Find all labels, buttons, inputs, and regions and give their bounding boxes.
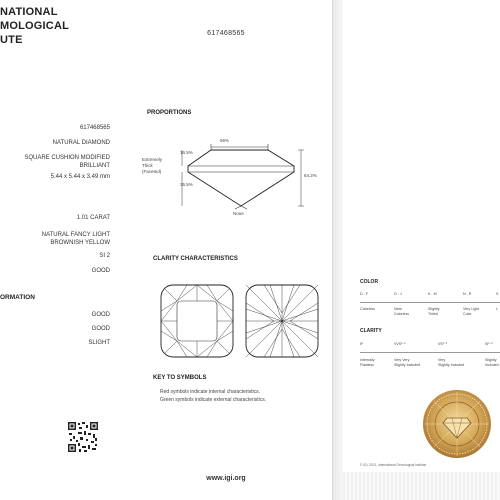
fold-shadow <box>333 0 343 500</box>
copyright-notice: © IGI, 2021, International Gemological Institute <box>360 463 427 467</box>
girdle-label-line-2: Thick <box>142 163 153 168</box>
clarity-desc-if-line-2: Flawless <box>360 363 374 367</box>
color-grade-s: S <box>496 292 499 296</box>
polish-value: GOOD <box>91 312 110 318</box>
cut-grade-value: GOOD <box>91 268 110 274</box>
additional-info-heading: ORMATION <box>0 294 35 301</box>
website-link[interactable]: www.igi.org <box>206 475 246 482</box>
grading-scales-panel <box>343 0 500 500</box>
key-line-internal: Red symbols indicate internal characteristics. <box>160 389 261 395</box>
proportions-title: PROPORTIONS <box>147 110 192 116</box>
report-number-value: 617468565 <box>79 125 110 131</box>
clarity-desc-vs-line-1: Very <box>438 358 446 362</box>
shape-value-line-1: SQUARE CUSHION MODIFIED <box>24 155 110 161</box>
culet-label: None <box>233 211 244 216</box>
table-percent: 56% <box>220 138 230 143</box>
qr-code[interactable] <box>67 421 99 453</box>
color-desc-colorless: Colorless <box>360 307 375 311</box>
clarity-grade-value: SI 2 <box>99 253 110 259</box>
color-desc-s: L <box>496 307 498 311</box>
crown-view-plot <box>159 283 235 359</box>
color-desc-tinted-line-1: Slightly <box>428 307 440 311</box>
clarity-desc-vs-line-2: Slightly Included <box>438 363 465 367</box>
color-grade-value-line-2: BROWNISH YELLOW <box>50 240 110 246</box>
color-scale-rule <box>360 302 500 303</box>
proportions-diagram <box>140 130 330 220</box>
color-grade-df: D - F <box>360 292 368 296</box>
proportions-panel <box>120 0 332 500</box>
color-grade-gj: G - J <box>394 292 402 296</box>
institute-name-line-3: UTE <box>0 34 23 46</box>
igi-seal-icon <box>421 388 493 460</box>
report-summary-panel <box>0 0 120 500</box>
shape-value-line-2: BRILLIANT <box>79 163 110 169</box>
clarity-grade-if: IF <box>360 342 364 346</box>
pavilion-view-plot <box>244 283 320 359</box>
color-scale-title: COLOR <box>360 279 379 285</box>
color-desc-near-line-1: Near <box>394 307 402 311</box>
description-value: NATURAL DIAMOND <box>52 140 110 146</box>
key-line-external: Green symbols indicate external characteristics. <box>160 397 267 403</box>
institute-name-line-2: MOLOGICAL <box>0 20 70 32</box>
color-desc-near-line-2: Colorless <box>394 312 409 316</box>
fluorescence-value: SLIGHT <box>88 340 110 346</box>
total-depth-percent: 64.2% <box>304 173 317 178</box>
color-desc-very-light-line-2: Color <box>463 312 472 316</box>
clarity-characteristics-title: CLARITY CHARACTERISTICS <box>153 256 238 262</box>
clarity-grade-vs: VS¹⁻² <box>438 342 448 346</box>
symmetry-value: GOOD <box>91 326 110 332</box>
color-desc-very-light-line-1: Very Light <box>463 307 479 311</box>
clarity-desc-vvs-line-2: Slightly Included <box>394 363 421 367</box>
clarity-grade-vvs: VVS¹⁻² <box>394 342 406 346</box>
clarity-desc-vvs-line-1: Very Very <box>394 358 410 362</box>
crown-percent: 16.5% <box>180 150 193 155</box>
color-grade-value-line-1: NATURAL FANCY LIGHT <box>41 232 110 238</box>
report-number: 617468565 <box>207 30 245 37</box>
color-grade-nr: N - R <box>463 292 472 296</box>
institute-name-line-1: NATIONAL <box>0 6 58 18</box>
clarity-desc-si-line-1: Slightly <box>485 358 497 362</box>
girdle-label-line-3: (Faceted) <box>142 169 162 174</box>
clarity-desc-si-line-2: Included <box>485 363 499 367</box>
girdle-label-line-1: Extremely <box>142 157 163 162</box>
key-to-symbols-title: KEY TO SYMBOLS <box>153 375 207 381</box>
clarity-scale-rule <box>360 352 500 353</box>
clarity-grade-si: SI¹⁻² <box>485 342 493 346</box>
clarity-desc-if-line-1: Internally <box>360 358 375 362</box>
color-grade-km: K - M <box>428 292 437 296</box>
carat-weight-value: 1.01 CARAT <box>76 215 110 221</box>
pavilion-percent: 35.5% <box>180 182 193 187</box>
clarity-scale-title: CLARITY <box>360 328 382 334</box>
microprint-strip <box>343 472 500 500</box>
measurements-value: 5.44 x 5.44 x 3.49 mm <box>50 174 110 180</box>
color-desc-tinted-line-2: Tinted <box>428 312 438 316</box>
